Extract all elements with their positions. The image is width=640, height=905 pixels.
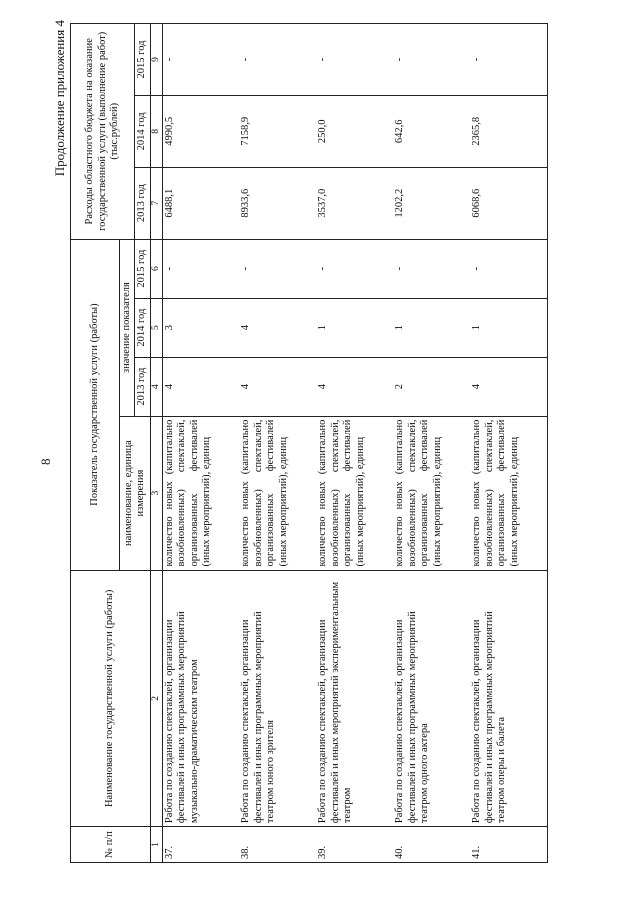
header-expense-2013: 2013 год (135, 167, 150, 239)
value-2015: - (162, 239, 239, 298)
expense-2014: 250,0 (316, 95, 393, 167)
row-number: 39. (316, 827, 393, 863)
value-2015: - (316, 239, 393, 298)
indicator-name: количество новых (капитально возобновленных) спектаклей, организованных фестивалей (иных мероприятий), единиц (316, 416, 393, 570)
value-2014: 1 (470, 298, 547, 357)
value-2014: 3 (162, 298, 239, 357)
value-2013: 4 (162, 357, 239, 416)
expense-2013: 6068,6 (470, 167, 547, 239)
service-name: Работа по созданию спектаклей, организации фестивалей и иных программных мероприятий театром одного актера (393, 570, 470, 827)
value-2013: 4 (239, 357, 316, 416)
table-row (162, 24, 239, 863)
table-row (316, 24, 393, 863)
value-2014: 1 (393, 298, 470, 357)
table-row (239, 24, 316, 863)
expense-2015: - (393, 24, 470, 96)
service-name: Работа по созданию спектаклей, организации фестивалей и иных программных мероприятий театром оперы и балета (470, 570, 547, 827)
expense-2014: 7158,9 (239, 95, 316, 167)
value-2013: 4 (470, 357, 547, 416)
indicator-name: количество новых (капитально возобновленных) спектаклей, организованных фестивалей (иных мероприятий), единиц (393, 416, 470, 570)
header-indicator-group: Показатель государственной услуги (работы) (71, 239, 120, 570)
col-index: 7 (150, 167, 162, 239)
indicator-name: количество новых (капитально возобновленных) спектаклей, организованных фестивалей (иных мероприятий), единиц (239, 416, 316, 570)
col-index: 2 (150, 570, 162, 827)
service-name: Работа по созданию спектаклей, организации фестивалей и иных мероприятий экспериментальным театром (316, 570, 393, 827)
row-number: 41. (470, 827, 547, 863)
expense-2013: 8933,6 (239, 167, 316, 239)
indicator-name: количество новых (капитально возобновленных) спектаклей, организованных фестивалей (иных мероприятий), единиц (470, 416, 547, 570)
continuation-caption: Продолжение приложения 4 (52, 20, 67, 177)
header-year-2015: 2015 год (135, 239, 150, 298)
header-year-2014: 2014 год (135, 298, 150, 357)
service-name: Работа по созданию спектаклей, организации фестивалей и иных программных мероприятий театром юного зрителя (239, 570, 316, 827)
value-2013: 4 (316, 357, 393, 416)
value-2015: - (470, 239, 547, 298)
expense-2013: 3537,0 (316, 167, 393, 239)
header-no: № п/п (71, 827, 151, 863)
col-index: 8 (150, 95, 162, 167)
table-row (393, 24, 470, 863)
col-index: 3 (150, 416, 162, 570)
expense-2014: 642,6 (393, 95, 470, 167)
expense-2015: - (239, 24, 316, 96)
header-indicator-value: значение показателя (120, 239, 135, 416)
table-row (470, 24, 547, 863)
row-number: 38. (239, 827, 316, 863)
header-service: Наименование государственной услуги (работы) (71, 570, 151, 827)
col-index: 9 (150, 24, 162, 96)
expense-2015: - (316, 24, 393, 96)
value-2013: 2 (393, 357, 470, 416)
value-2014: 1 (316, 298, 393, 357)
service-name: Работа по созданию спектаклей, организации фестивалей и иных программных мероприятий музыкально-драматическим театром (162, 570, 239, 827)
page-number: 8 (38, 458, 53, 465)
value-2015: - (393, 239, 470, 298)
expense-2015: - (162, 24, 239, 96)
value-2014: 4 (239, 298, 316, 357)
expense-2014: 2365,8 (470, 95, 547, 167)
col-index: 6 (150, 239, 162, 298)
col-index: 5 (150, 298, 162, 357)
header-expenses: Расходы областного бюджета на оказание государственной услуги (выполнение работ) (тыс.рублей) (71, 24, 135, 240)
expense-2013: 6488,1 (162, 167, 239, 239)
header-indicator-name: наименование, единица измерения (120, 416, 151, 570)
row-number: 37. (162, 827, 239, 863)
budget-table (70, 23, 548, 863)
header-expense-2014: 2014 год (135, 95, 150, 167)
col-index: 1 (150, 827, 162, 863)
header-expense-2015: 2015 год (135, 24, 150, 96)
header-year-2013: 2013 год (135, 357, 150, 416)
value-2015: - (239, 239, 316, 298)
row-number: 40. (393, 827, 470, 863)
expense-2015: - (470, 24, 547, 96)
col-index: 4 (150, 357, 162, 416)
expense-2014: 4990,5 (162, 95, 239, 167)
expense-2013: 1202,2 (393, 167, 470, 239)
indicator-name: количество новых (капитально возобновленных) спектаклей, организованных фестивалей (иных мероприятий), единиц (162, 416, 239, 570)
